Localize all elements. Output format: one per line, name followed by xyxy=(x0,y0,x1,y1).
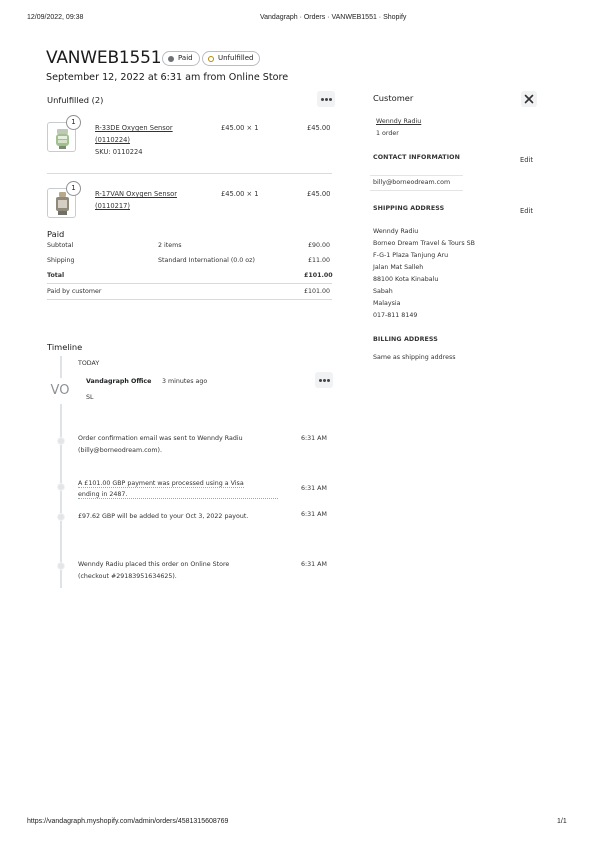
timeline-event-text[interactable]: A £101.00 GBP payment was processed using a Visa xyxy=(78,480,244,487)
timeline-event-time: 6:31 AM xyxy=(301,485,327,492)
more-dot-icon xyxy=(325,98,328,101)
address-line: Borneo Dream Travel & Tours SB xyxy=(373,240,475,247)
payment-divider xyxy=(47,299,332,300)
contact-info-heading: CONTACT INFORMATION xyxy=(373,154,460,161)
shipping-address-heading: SHIPPING ADDRESS xyxy=(373,205,445,212)
fulfillment-status-badge xyxy=(202,51,260,66)
item-total: £45.00 xyxy=(307,190,331,198)
item-total: £45.00 xyxy=(307,124,331,132)
customer-email[interactable]: billy@borneodream.com xyxy=(373,179,451,186)
timeline-event-text: Wenndy Radiu placed this order on Online Store xyxy=(78,561,230,568)
payment-status-label: Paid xyxy=(178,54,193,62)
more-dot-icon xyxy=(323,379,326,382)
item-name-link[interactable]: R-17VAN Oxygen Sensor xyxy=(95,190,177,198)
timeline-event-text: £97.62 GBP will be added to your Oct 3, 2022 payout. xyxy=(78,513,249,520)
item-price-qty: £45.00 × 1 xyxy=(221,124,259,132)
timeline-event-dot xyxy=(57,562,65,570)
total-amount: £101.00 xyxy=(304,272,333,279)
edit-shipping-address-button[interactable]: Edit xyxy=(520,207,533,215)
unfulfilled-heading: Unfulfilled (2) xyxy=(47,95,104,105)
item-variant-link[interactable]: (0110217) xyxy=(95,202,131,210)
address-line: Jalan Mat Salleh xyxy=(373,264,424,271)
timeline-heading: Timeline xyxy=(47,342,83,352)
remove-customer-button[interactable] xyxy=(521,91,537,107)
timeline-event-dot xyxy=(57,513,65,521)
shipping-label: Shipping xyxy=(47,257,75,264)
status-ring-icon xyxy=(208,56,214,62)
print-datetime: 12/09/2022, 09:38 xyxy=(27,14,84,21)
item-variant-link[interactable]: (0110224) xyxy=(95,136,131,144)
total-label: Total xyxy=(47,272,65,279)
timeline-event-text: (billy@borneodream.com). xyxy=(78,447,162,454)
timeline-event-text: Order confirmation email was sent to Wenndy Radiu xyxy=(78,435,243,442)
item-divider xyxy=(47,173,332,174)
paid-by-customer-label: Paid by customer xyxy=(47,288,102,295)
subtotal-detail: 2 items xyxy=(158,242,182,249)
order-subtitle: September 12, 2022 at 6:31 am from Online Store xyxy=(46,72,289,83)
timeline-event-time: 6:31 AM xyxy=(301,511,327,518)
payment-heading: Paid xyxy=(47,229,65,239)
customer-heading: Customer xyxy=(373,93,414,103)
shipping-amount: £11.00 xyxy=(308,257,331,264)
address-line: Wenndy Radiu xyxy=(373,228,419,235)
address-line: Malaysia xyxy=(373,300,401,307)
print-url[interactable]: https://vandagraph.myshopify.com/admin/orders/4581315608769 xyxy=(27,818,229,825)
fulfillment-status-label: Unfulfilled xyxy=(218,54,254,62)
comment-text: SL xyxy=(86,394,94,401)
more-dot-icon xyxy=(329,98,332,101)
more-dot-icon xyxy=(327,379,330,382)
subtotal-amount: £90.00 xyxy=(308,242,331,249)
address-line: F-G-1 Plaza Tanjung Aru xyxy=(373,252,449,259)
comment-author-avatar: VO xyxy=(47,378,73,404)
comment-more-button[interactable] xyxy=(315,372,333,388)
timeline-event-text: (checkout #29183951634625). xyxy=(78,573,177,580)
comment-author: Vandagraph Office xyxy=(86,378,152,385)
customer-order-count: 1 order xyxy=(376,130,399,137)
more-dot-icon xyxy=(319,379,322,382)
comment-time: 3 minutes ago xyxy=(162,378,208,385)
timeline-event-time: 6:31 AM xyxy=(301,435,327,442)
status-dot-icon xyxy=(168,56,174,62)
item-name-link[interactable]: R-33DE Oxygen Sensor xyxy=(95,124,173,132)
item-sku: SKU: 0110224 xyxy=(95,148,143,156)
print-page-number: 1/1 xyxy=(557,818,567,825)
email-field-bottom xyxy=(370,190,463,191)
shipping-detail: Standard International (0.0 oz) xyxy=(158,257,255,264)
paid-by-customer-amount: £101.00 xyxy=(304,288,331,295)
item-quantity-badge: 1 xyxy=(66,181,81,196)
edit-contact-button[interactable]: Edit xyxy=(520,156,533,164)
timeline-event-dot xyxy=(57,437,65,445)
billing-address-text: Same as shipping address xyxy=(373,354,456,361)
billing-address-heading: BILLING ADDRESS xyxy=(373,336,438,343)
email-field-top xyxy=(370,175,463,176)
payment-status-badge xyxy=(162,51,200,66)
timeline-event-text[interactable]: ending in 2487. xyxy=(78,491,278,499)
payment-divider xyxy=(47,283,332,284)
order-number: VANWEB1551 xyxy=(46,48,162,68)
print-doc-title: Vandagraph · Orders · VANWEB1551 · Shopify xyxy=(260,14,407,21)
more-actions-button[interactable] xyxy=(317,91,335,107)
address-phone: 017-811 8149 xyxy=(373,312,418,319)
close-icon xyxy=(521,91,537,107)
timeline-event-time: 6:31 AM xyxy=(301,561,327,568)
item-price-qty: £45.00 × 1 xyxy=(221,190,259,198)
timeline-event-dot xyxy=(57,483,65,491)
more-dot-icon xyxy=(321,98,324,101)
timeline-day-label: TODAY xyxy=(78,360,100,367)
subtotal-label: Subtotal xyxy=(47,242,74,249)
customer-name-link[interactable]: Wenndy Radiu xyxy=(376,118,422,125)
item-quantity-badge: 1 xyxy=(66,115,81,130)
address-line: Sabah xyxy=(373,288,393,295)
address-line: 88100 Kota Kinabalu xyxy=(373,276,439,283)
